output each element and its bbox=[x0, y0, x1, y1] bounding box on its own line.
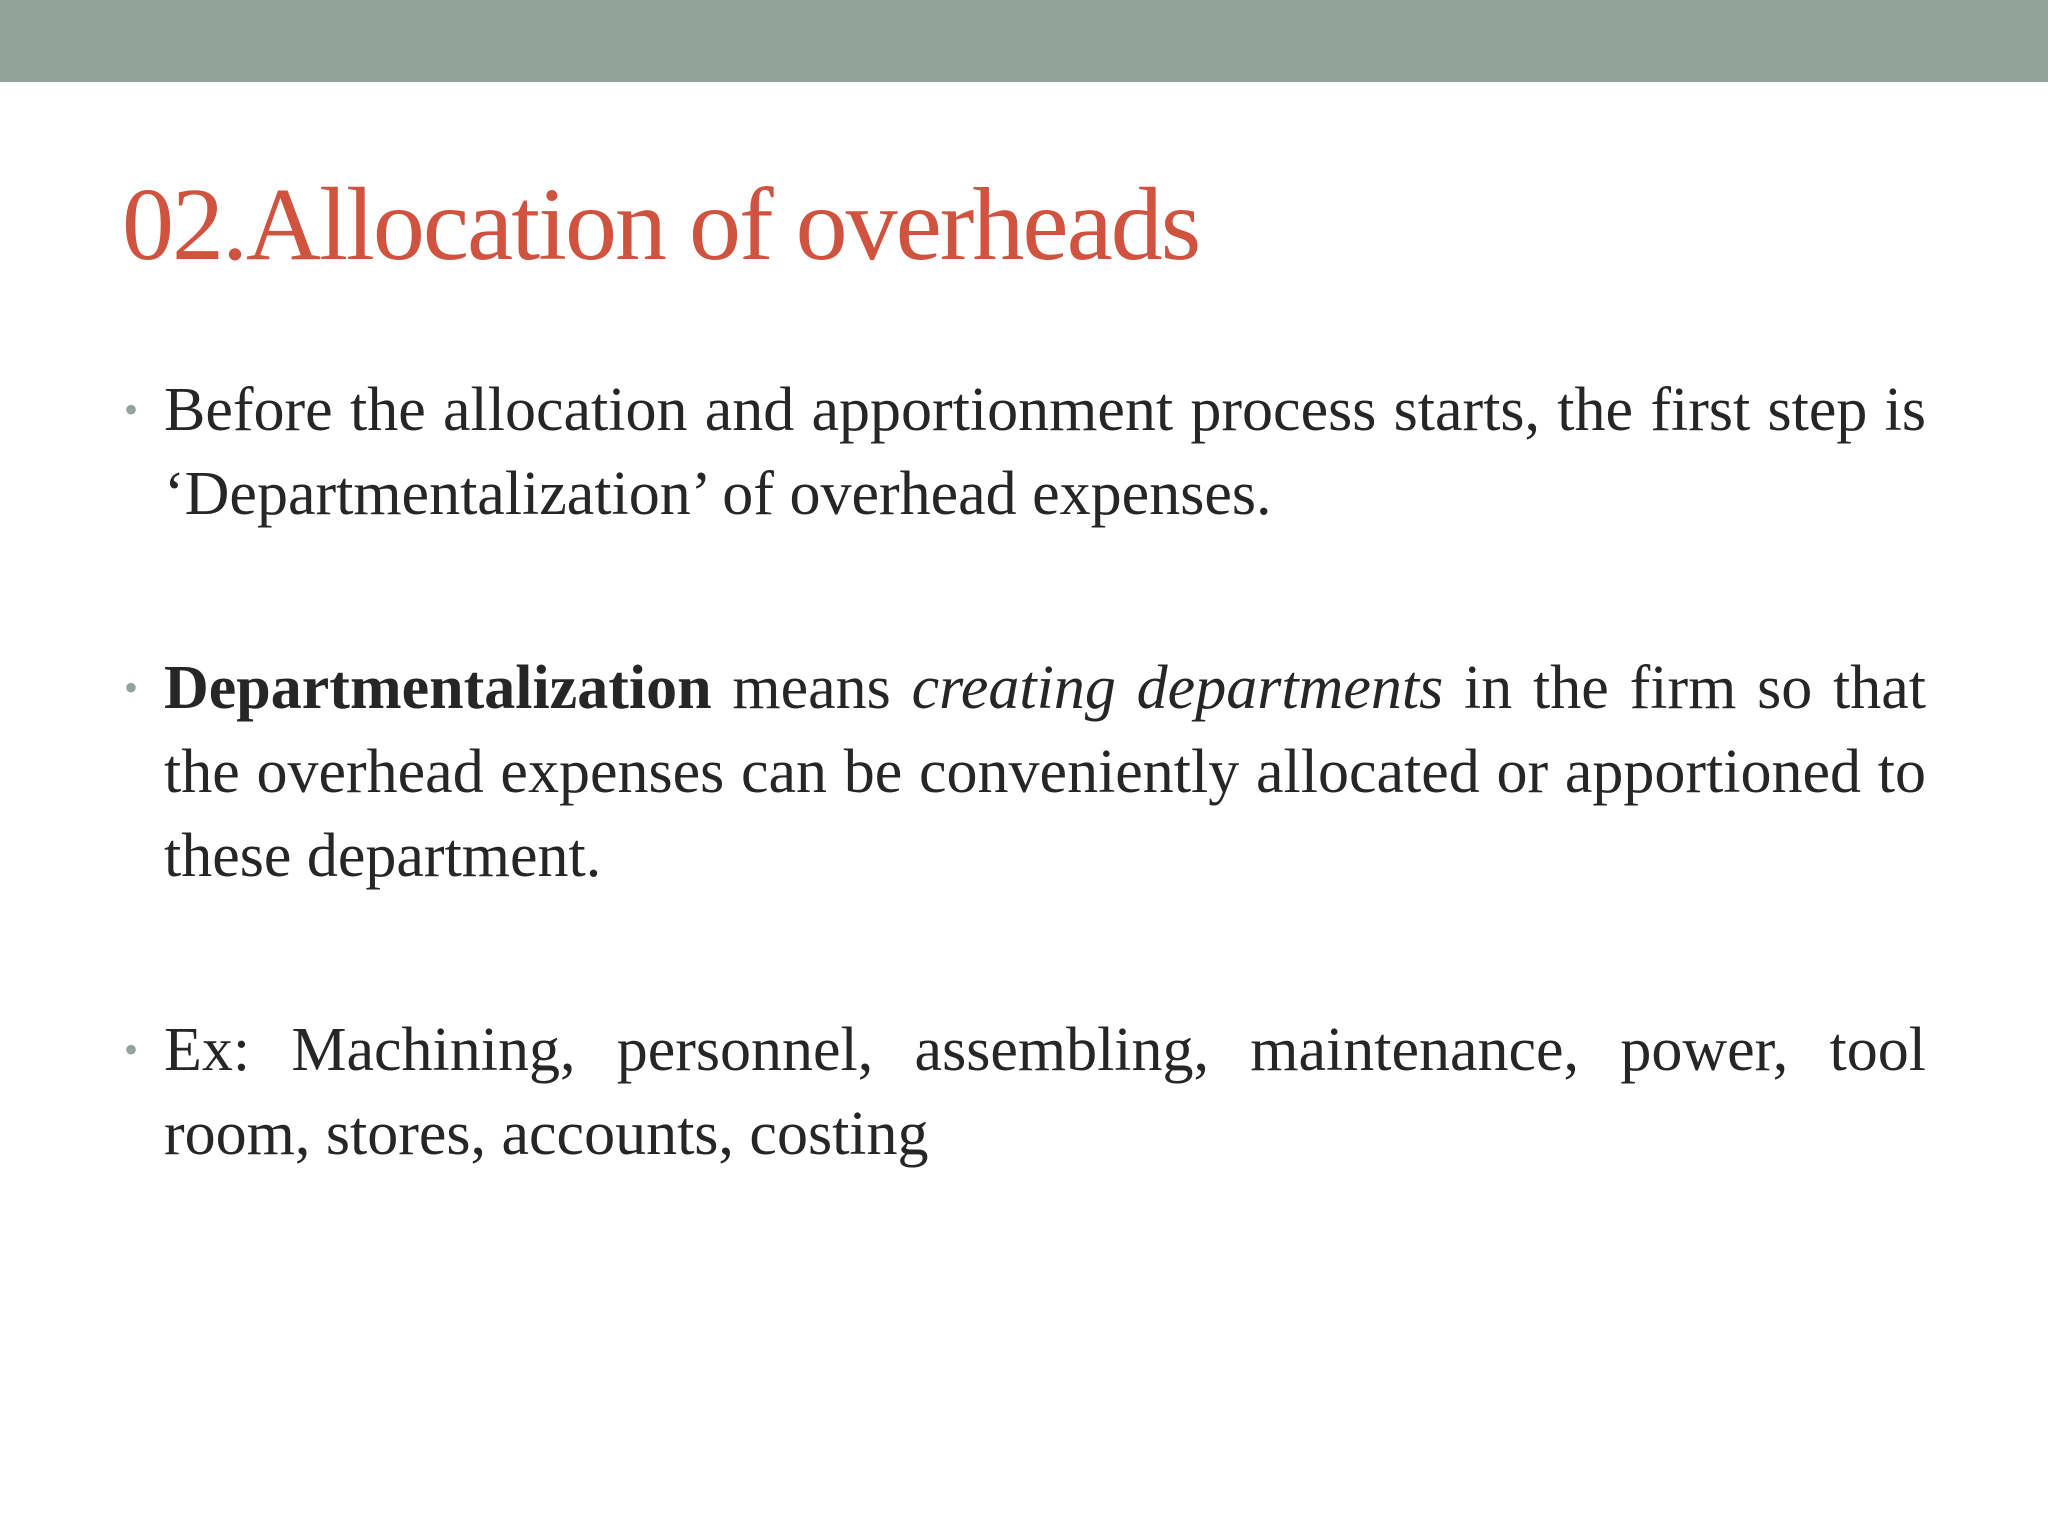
bullet-dot-icon: • bbox=[124, 387, 139, 432]
bold-term: Departmentalization bbox=[164, 654, 712, 722]
bullet-item-departmentalization-step bbox=[122, 368, 1926, 536]
italic-term: creating departments bbox=[911, 654, 1444, 722]
top-accent-bar bbox=[0, 0, 2048, 82]
bullet-text: Before the allocation and apportionment process starts, the first step is ‘Departmentalization’ of overhead expenses. bbox=[164, 376, 1926, 528]
bullet-text-middle: means bbox=[711, 654, 912, 722]
slide-title: 02.Allocation of overheads bbox=[122, 167, 1200, 282]
bullet-item-departmentalization-definition bbox=[122, 646, 1926, 898]
bullet-text: Ex: Machining, personnel, assembling, maintenance, power, tool room, stores, accounts, costing bbox=[164, 1016, 1926, 1168]
bullet-text-rest: in the firm so that the overhead expenses can be conveniently allocated or apportioned to these department. bbox=[164, 654, 1927, 890]
bullet-item-examples bbox=[122, 1008, 1926, 1176]
bullet-list bbox=[122, 368, 1926, 1176]
bullet-dot-icon: • bbox=[124, 665, 139, 710]
bullet-dot-icon: • bbox=[124, 1027, 139, 1072]
